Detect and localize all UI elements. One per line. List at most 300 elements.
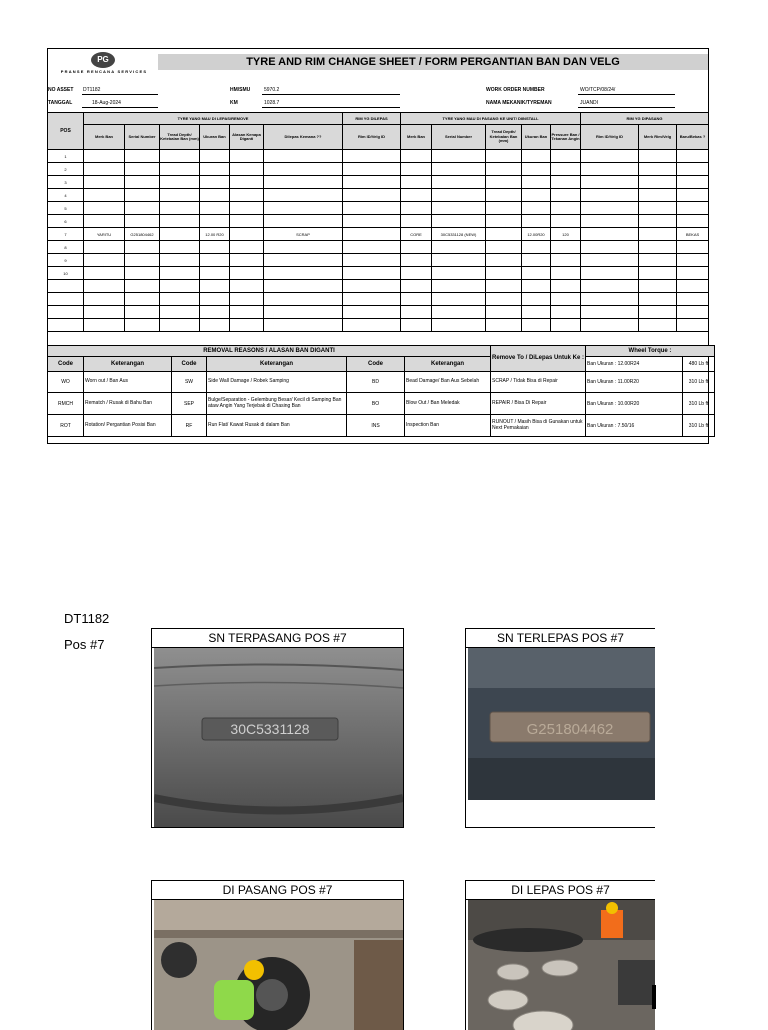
table-cell (200, 176, 230, 189)
table-cell (125, 241, 160, 254)
table-cell (522, 202, 551, 215)
table-cell (401, 150, 432, 163)
torque-size: Ban Ukuran : 10.00R20 (586, 393, 683, 415)
table-cell (125, 267, 160, 280)
reason-code: SEP (172, 393, 207, 415)
table-cell (522, 241, 551, 254)
rim-removed-group-header: RIM YG DILEPAS (343, 113, 401, 125)
table-cell (639, 163, 677, 176)
table-cell (677, 176, 709, 189)
table-row (48, 241, 709, 254)
reason-description: Rotation/ Pergantian Posisi Ban (84, 415, 172, 437)
table-cell (551, 267, 581, 280)
table-cell (230, 293, 264, 306)
table-cell: 12.00 R20 (200, 228, 230, 241)
table-cell (677, 319, 709, 332)
table-cell (432, 319, 486, 332)
table-cell (160, 254, 200, 267)
table-cell (125, 293, 160, 306)
table-cell (522, 254, 551, 267)
table-cell (677, 189, 709, 202)
table-cell (200, 189, 230, 202)
table-cell (522, 280, 551, 293)
table-cell (200, 319, 230, 332)
table-cell (486, 176, 522, 189)
table-cell (230, 163, 264, 176)
table-cell (84, 202, 125, 215)
row-pos-cell: 2 (48, 163, 84, 176)
table-cell (581, 215, 639, 228)
table-cell (522, 163, 551, 176)
table-cell (160, 150, 200, 163)
photo-installed (151, 880, 404, 1030)
table-cell (677, 280, 709, 293)
table-cell (230, 228, 264, 241)
page-edge-mark (652, 985, 656, 1009)
table-cell (581, 163, 639, 176)
table-cell (230, 241, 264, 254)
table-cell (401, 202, 432, 215)
row-pos-cell: 6 (48, 215, 84, 228)
table-cell (677, 202, 709, 215)
table-cell: 12.00R20 (522, 228, 551, 241)
table-cell (230, 215, 264, 228)
remove-to-option: REPAIR / Bisa Di Repair (491, 393, 586, 415)
table-cell (84, 150, 125, 163)
table-cell (200, 267, 230, 280)
col-serial-number: Serial Number (125, 125, 160, 150)
pos-header: POS (48, 113, 84, 150)
table-cell (486, 293, 522, 306)
table-cell (432, 267, 486, 280)
table-cell (551, 176, 581, 189)
hm-underline (262, 94, 400, 95)
table-cell (639, 150, 677, 163)
table-cell (401, 163, 432, 176)
table-cell (486, 241, 522, 254)
table-cell (639, 280, 677, 293)
logo-mark: PG (91, 52, 115, 68)
table-cell (522, 215, 551, 228)
table-row (48, 150, 709, 163)
table-cell (677, 293, 709, 306)
table-cell (230, 150, 264, 163)
removal-reasons-table (47, 345, 715, 437)
table-cell (160, 176, 200, 189)
table-cell (401, 176, 432, 189)
table-cell (200, 306, 230, 319)
photo-removed-image (468, 900, 655, 1030)
reason-description: Rematch / Rusak di Bahu Ban (84, 393, 172, 415)
table-cell (522, 150, 551, 163)
table-cell (160, 202, 200, 215)
table-cell (639, 306, 677, 319)
col-ukuran-installed: Ukuran Ban (522, 125, 551, 150)
reason-description: Inspection Ban (405, 415, 491, 437)
table-cell (522, 189, 551, 202)
photo-pos-caption: Pos #7 (64, 637, 105, 652)
table-cell (125, 150, 160, 163)
table-cell (200, 163, 230, 176)
photo-installed-title: DI PASANG POS #7 (152, 881, 403, 900)
table-cell (125, 319, 160, 332)
torque-size-row-1: Ban Ukuran : 12.00R24 (586, 357, 683, 372)
col-merk-ban: Merk Ban (84, 125, 125, 150)
row-pos-cell: 7 (48, 228, 84, 241)
table-cell: BEKAS (677, 228, 709, 241)
table-cell (264, 306, 343, 319)
mekanik-underline (578, 107, 675, 108)
table-cell (125, 189, 160, 202)
table-cell (200, 150, 230, 163)
reason-code: INS (347, 415, 405, 437)
table-cell (343, 176, 401, 189)
table-cell (343, 163, 401, 176)
table-cell (522, 176, 551, 189)
photo-removed (465, 880, 655, 1030)
remove-to-option: RUNOUT / Masih Bisa di Gunakan untuk Next Pemakaian (491, 415, 586, 437)
reason-description: Side Wall Damage / Robek Samping (207, 372, 347, 393)
reason-code: BO (347, 393, 405, 415)
removed-group-header: TYRE YANG MAU DI LEPAS/REMOVE (84, 113, 343, 125)
reason-description: Bead Damage/ Ban Aus Sebelah (405, 372, 491, 393)
table-cell (160, 163, 200, 176)
photo-sn-removed-image (468, 648, 655, 800)
table-cell (343, 241, 401, 254)
table-cell (160, 293, 200, 306)
table-cell: G251804462 (125, 228, 160, 241)
table-cell (486, 163, 522, 176)
table-cell (401, 319, 432, 332)
table-row (48, 293, 709, 306)
table-cell (84, 163, 125, 176)
table-cell: YARITU (84, 228, 125, 241)
table-cell (343, 267, 401, 280)
logo-company-name: PRANSE RENCANA SERVICES (60, 69, 148, 74)
form-title: TYRE AND RIM CHANGE SHEET / FORM PERGANTIAN BAN DAN VELG (158, 54, 708, 70)
hm-label: HM/SMU (230, 87, 251, 93)
wo-value: WO/TCP/08/24/ (580, 87, 616, 93)
table-cell (432, 254, 486, 267)
reason-description: Run Flat/ Kawat Rusak di dalam Ban (207, 415, 347, 437)
table-cell (343, 150, 401, 163)
table-cell (160, 267, 200, 280)
company-logo (48, 49, 158, 77)
table-cell (125, 202, 160, 215)
table-cell (677, 267, 709, 280)
table-cell (125, 306, 160, 319)
table-cell (200, 280, 230, 293)
table-cell (84, 267, 125, 280)
table-cell (432, 280, 486, 293)
table-cell (581, 228, 639, 241)
table-cell (401, 267, 432, 280)
table-cell (160, 306, 200, 319)
table-cell (551, 215, 581, 228)
row-pos-cell: 5 (48, 202, 84, 215)
table-cell (160, 189, 200, 202)
table-cell (486, 228, 522, 241)
reason-description: Worn out / Ban Aus (84, 372, 172, 393)
table-row (48, 189, 709, 202)
table-cell (432, 150, 486, 163)
col-baru-bekas: Baru/Bekas ? (677, 125, 709, 150)
table-cell (343, 306, 401, 319)
table-cell: 30C5331128 (NEW) (432, 228, 486, 241)
reason-code: RF (172, 415, 207, 437)
reason-code: RMCH (48, 393, 84, 415)
table-cell (486, 189, 522, 202)
table-cell (264, 319, 343, 332)
tanggal-label: TANGGAL (48, 100, 73, 106)
table-cell (401, 241, 432, 254)
remove-to-header: Remove To / DiLepas Untuk Ke : (491, 346, 586, 372)
table-cell (551, 202, 581, 215)
table-cell (230, 202, 264, 215)
table-cell (551, 319, 581, 332)
table-cell (639, 241, 677, 254)
table-cell (160, 280, 200, 293)
table-cell (160, 319, 200, 332)
table-cell (264, 280, 343, 293)
row-pos-cell (48, 280, 84, 293)
reason-code: WO (48, 372, 84, 393)
row-pos-cell: 10 (48, 267, 84, 280)
table-cell (432, 202, 486, 215)
torque-value-row-1: 480 Lb ft (683, 357, 715, 372)
keterangan-header-2: Keterangan (207, 357, 347, 372)
code-header-2: Code (172, 357, 207, 372)
photo-sn-removed-serial: G251804462 (526, 721, 614, 738)
table-cell (200, 254, 230, 267)
table-cell (551, 254, 581, 267)
table-cell (486, 280, 522, 293)
table-cell (230, 176, 264, 189)
wo-label: WORK ORDER NUMBER (486, 87, 545, 93)
table-cell (581, 306, 639, 319)
table-cell (84, 241, 125, 254)
col-pressure: Pressure Ban / Tekanan Angin (551, 125, 581, 150)
table-cell (230, 306, 264, 319)
table-cell (432, 189, 486, 202)
table-cell (230, 189, 264, 202)
table-cell (125, 254, 160, 267)
table-cell (401, 306, 432, 319)
table-cell (522, 267, 551, 280)
table-cell (84, 215, 125, 228)
table-cell (84, 280, 125, 293)
table-cell (200, 293, 230, 306)
code-header-1: Code (48, 357, 84, 372)
col-ukuran-ban: Ukuran Ban (200, 125, 230, 150)
km-underline (262, 107, 400, 108)
torque-value: 310 Lb ft (683, 372, 715, 393)
table-cell (343, 202, 401, 215)
table-cell (230, 319, 264, 332)
table-cell (230, 280, 264, 293)
table-cell (200, 202, 230, 215)
table-cell (401, 189, 432, 202)
table-row (48, 228, 709, 241)
table-cell (677, 306, 709, 319)
table-cell (551, 280, 581, 293)
table-cell (639, 202, 677, 215)
row-pos-cell: 3 (48, 176, 84, 189)
table-row (48, 319, 709, 332)
table-cell (551, 150, 581, 163)
table-cell (343, 228, 401, 241)
table-cell (84, 254, 125, 267)
table-cell: SCRAP (264, 228, 343, 241)
table-cell (677, 241, 709, 254)
wo-underline (578, 94, 675, 95)
table-row (48, 176, 709, 189)
table-cell (230, 267, 264, 280)
reason-code: ROT (48, 415, 84, 437)
table-cell (264, 150, 343, 163)
table-cell (432, 293, 486, 306)
table-cell: CORE (401, 228, 432, 241)
col-merk-ban-installed: Merk Ban (401, 125, 432, 150)
rim-installed-group-header: RIM YG DIPASANG (581, 113, 709, 125)
tanggal-value: 18-Aug-2024 (92, 100, 121, 106)
table-row (48, 280, 709, 293)
row-pos-cell (48, 293, 84, 306)
table-cell (264, 254, 343, 267)
tyre-change-table (47, 112, 709, 332)
row-pos-cell (48, 306, 84, 319)
installed-group-header: TYRE YANG MAU DI PASANG KE UNIT/ DIINSTALL (401, 113, 581, 125)
table-cell (486, 319, 522, 332)
table-cell (343, 319, 401, 332)
col-alasan: Alasan Kenapa Diganti (230, 125, 264, 150)
table-cell (84, 189, 125, 202)
col-tread-installed: Tread Depth/ Ketebalan Ban (mm) (486, 125, 522, 150)
table-cell (551, 163, 581, 176)
table-cell (486, 267, 522, 280)
table-cell (486, 150, 522, 163)
table-row (48, 215, 709, 228)
table-cell (84, 293, 125, 306)
table-cell (264, 267, 343, 280)
col-tread-depth: Tread Depth/ Ketebalan Ban (mm) (160, 125, 200, 150)
photo-sn-installed-image (154, 648, 401, 825)
table-cell (432, 306, 486, 319)
table-cell (125, 176, 160, 189)
table-cell (677, 150, 709, 163)
table-cell (522, 319, 551, 332)
photo-sn-installed-serial: 30C5331128 (230, 721, 310, 737)
table-cell (551, 241, 581, 254)
table-cell (639, 319, 677, 332)
photo-sn-installed (151, 628, 404, 828)
table-cell (486, 306, 522, 319)
table-cell (581, 319, 639, 332)
table-cell (401, 215, 432, 228)
photo-sn-removed-title: SN TERLEPAS POS #7 (466, 629, 655, 648)
col-rim-id-installed: Rim ID/Velg ID (581, 125, 639, 150)
table-cell (432, 163, 486, 176)
table-cell (551, 306, 581, 319)
table-cell (200, 215, 230, 228)
col-merk-rim: Merk Rim/Velg (639, 125, 677, 150)
tanggal-underline (82, 107, 158, 108)
table-cell (677, 215, 709, 228)
table-cell (264, 189, 343, 202)
col-serial-installed: Serial Number (432, 125, 486, 150)
row-pos-cell (48, 319, 84, 332)
keterangan-header-1: Keterangan (84, 357, 172, 372)
table-cell (581, 189, 639, 202)
table-cell (551, 189, 581, 202)
table-cell (677, 163, 709, 176)
photo-installed-image (154, 900, 401, 1030)
table-cell (125, 215, 160, 228)
table-row (48, 306, 709, 319)
table-cell (401, 293, 432, 306)
table-cell (264, 293, 343, 306)
reason-description: Bulge/Separation - Gelembung Besar/ Kecil di Samping Ban ataw Angin Yang Terjebak di Chasing Ban (207, 393, 347, 415)
row-pos-cell: 1 (48, 150, 84, 163)
reason-code: BD (347, 372, 405, 393)
table-cell (486, 215, 522, 228)
table-cell (125, 280, 160, 293)
table-cell (84, 176, 125, 189)
row-pos-cell: 8 (48, 241, 84, 254)
table-cell (401, 280, 432, 293)
table-cell (401, 254, 432, 267)
photo-sn-installed-title: SN TERPASANG POS #7 (152, 629, 403, 648)
keterangan-header-3: Keterangan (405, 357, 491, 372)
photo-removed-title: DI LEPAS POS #7 (466, 881, 655, 900)
mekanik-value: JUANDI (580, 100, 599, 106)
table-cell (160, 215, 200, 228)
table-row (48, 254, 709, 267)
no-asset-underline (82, 94, 158, 95)
photo-sn-removed (465, 628, 655, 828)
table-cell (264, 215, 343, 228)
row-pos-cell: 4 (48, 189, 84, 202)
col-dilepas-kemana: Dilepas Kemana ?? (264, 125, 343, 150)
reason-code: SW (172, 372, 207, 393)
table-cell (343, 189, 401, 202)
remove-to-option: SCRAP / Tidak Bisa di Repair (491, 372, 586, 393)
table-cell (639, 176, 677, 189)
hm-value: 5970.2 (264, 87, 280, 93)
table-cell (343, 293, 401, 306)
table-cell (581, 293, 639, 306)
table-cell (125, 163, 160, 176)
table-cell (343, 254, 401, 267)
table-cell (581, 150, 639, 163)
photo-asset-caption: DT1182 (64, 611, 110, 626)
code-header-3: Code (347, 357, 405, 372)
table-cell (200, 241, 230, 254)
table-cell (581, 241, 639, 254)
torque-size: Ban Ukuran : 11.00R20 (586, 372, 683, 393)
table-cell (486, 254, 522, 267)
table-cell (639, 267, 677, 280)
table-cell (432, 241, 486, 254)
reasons-title: REMOVAL REASONS / ALASAN BAN DIGANTI (48, 346, 491, 357)
table-cell (264, 241, 343, 254)
table-cell (160, 241, 200, 254)
table-cell (264, 202, 343, 215)
table-cell (160, 228, 200, 241)
table-cell (639, 215, 677, 228)
reason-description: Blow Out / Ban Meledak (405, 393, 491, 415)
table-cell: 120 (551, 228, 581, 241)
